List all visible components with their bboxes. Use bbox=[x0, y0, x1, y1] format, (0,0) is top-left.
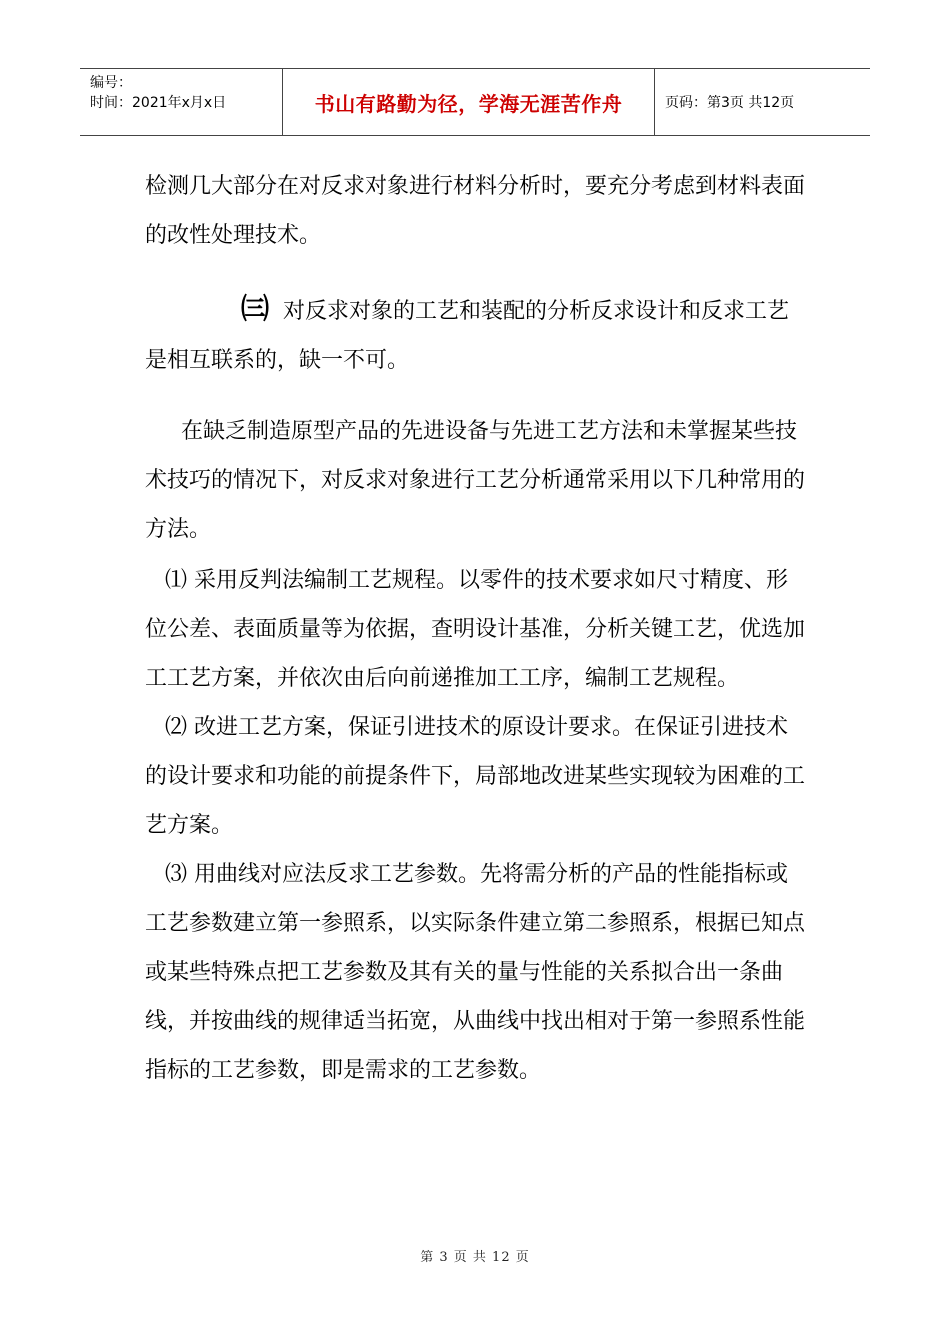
document-body bbox=[145, 162, 805, 1095]
document-header bbox=[80, 68, 870, 136]
paragraph: 检测几大部分在对反求对象进行材料分析时，要充分考虑到材料表面的改性处理技术。 bbox=[145, 174, 806, 248]
list-item: ⑶ 用曲线对应法反求工艺参数。先将需分析的产品的性能指标或工艺参数建立第一参照系，以实际条件建立第二参照系，根据已知点或某些特殊点把工艺参数及其有关的量与性能的关系拟合出一条曲线，并按曲线的规律适当拓宽，从曲线中找出相对于第一参照系性能指标的工艺参数，即是需求的工艺参数。 bbox=[145, 862, 806, 1083]
document-number-label: 编号： bbox=[90, 75, 132, 91]
section-number: ㈢ bbox=[241, 292, 270, 325]
list-item: ⑵ 改进工艺方案，保证引进技术的原设计要求。在保证引进技术的设计要求和功能的前提条件下，局部地改进某些实现较为困难的工艺方案。 bbox=[145, 715, 806, 838]
section-text: 对反求对象的工艺和装配的分析反求设计和反求工艺是相互联系的，缺一不可。 bbox=[145, 299, 790, 373]
list-item: ⑴ 采用反判法编制工艺规程。以零件的技术要求如尺寸精度、形位公差、表面质量等为依据，查明设计基准，分析关键工艺，优选加工工艺方案，并依次由后向前递推加工工序，编制工艺规程。 bbox=[145, 568, 806, 691]
header-meta bbox=[80, 69, 282, 135]
header-page-info: 页码：第3页 共12页 bbox=[665, 95, 795, 111]
section-heading-paragraph bbox=[145, 284, 805, 385]
paragraph: 在缺乏制造原型产品的先进设备与先进工艺方法和未掌握某些技术技巧的情况下，对反求对象进行工艺分析通常采用以下几种常用的方法。 bbox=[145, 419, 806, 542]
document-date: 时间：2021年x月x日 bbox=[90, 95, 227, 111]
header-motto: 书山有路勤为径，学海无涯苦作舟 bbox=[282, 69, 655, 135]
page-footer: 第 3 页 共 12 页 bbox=[420, 1250, 530, 1265]
